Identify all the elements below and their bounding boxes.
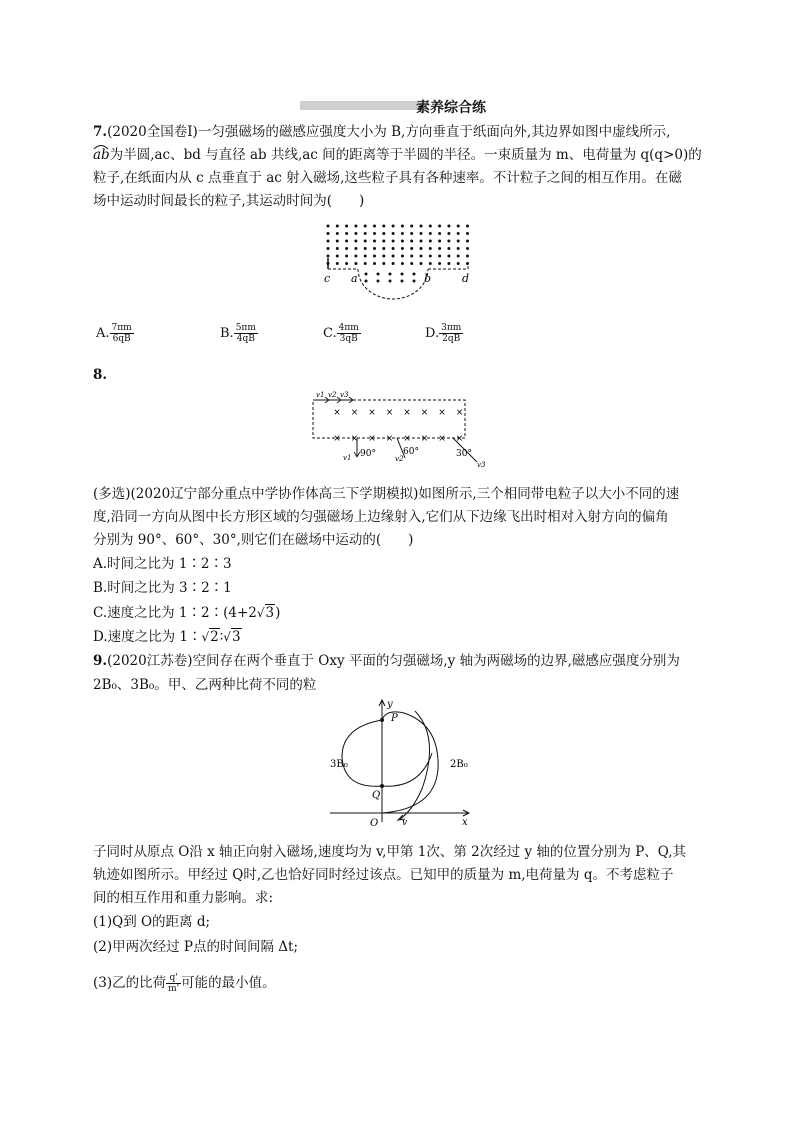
- field-dot: [466, 247, 469, 250]
- field-dot: [364, 255, 367, 258]
- section-title: 素养综合练: [416, 100, 486, 116]
- field-dot: [364, 232, 367, 235]
- q8-field-crosses: [333, 408, 463, 444]
- field-cross: ×: [420, 408, 429, 418]
- field-dot: [413, 280, 416, 283]
- field-dot: [345, 232, 348, 235]
- field-dot: [365, 273, 368, 276]
- field-dot: [413, 273, 416, 276]
- q9-line4: 轨迹如图所示。甲经过 Q时,乙也恰好同时经过该点。已知甲的质量为 m,电荷量为 q。不考虑粒子: [93, 867, 674, 883]
- field-dot: [438, 262, 441, 265]
- field-dot: [466, 255, 469, 258]
- q7-option-c-fraction: $\frac{4\pi m}{3qB}$: [338, 323, 359, 344]
- field-dot: [401, 262, 404, 265]
- field-dot: [457, 225, 460, 228]
- field-dot: [373, 262, 376, 265]
- field-dot: [354, 232, 357, 235]
- field-cross: ×: [368, 434, 376, 444]
- field-dot: [466, 232, 469, 235]
- field-dot: [354, 247, 357, 250]
- q8-v2-label: v2: [395, 455, 404, 463]
- q7-field-dots: [327, 225, 470, 283]
- field-dot: [438, 225, 441, 228]
- field-dot: [392, 240, 395, 243]
- field-dot: [401, 280, 404, 283]
- q7-arc-ab: ab: [93, 145, 110, 166]
- field-dot: [466, 225, 469, 228]
- field-cross: ×: [420, 434, 429, 444]
- q9-trajectory-second: [400, 711, 430, 819]
- field-dot: [336, 225, 339, 228]
- field-dot: [457, 232, 460, 235]
- field-dot: [327, 247, 330, 250]
- field-dot: [447, 240, 450, 243]
- field-dot: [377, 280, 380, 283]
- field-dot: [373, 255, 376, 258]
- field-dot: [410, 262, 413, 265]
- field-dot: [420, 232, 423, 235]
- q7-option-a-fraction: $\frac{7\pi m}{6qB}$: [111, 323, 132, 344]
- field-dot: [447, 247, 450, 250]
- field-dot: [336, 255, 339, 258]
- q9-number: 9.: [93, 653, 108, 669]
- field-dot: [392, 232, 395, 235]
- field-dot: [365, 280, 368, 283]
- field-dot: [438, 247, 441, 250]
- field-dot: [429, 225, 432, 228]
- field-dot: [392, 255, 395, 258]
- field-dot: [401, 232, 404, 235]
- field-dot: [410, 240, 413, 243]
- field-dot: [345, 255, 348, 258]
- q9-trajectory-left: [342, 720, 382, 786]
- q8-line3: 分别为 90°、60°、30°,则它们在磁场中运动的( ): [93, 532, 414, 548]
- q7-label-b: b: [424, 272, 432, 285]
- q7-option-b-fraction: $\frac{5\pi m}{4qB}$: [235, 323, 256, 344]
- q9-ratio-fraction: $\frac{q'}{m'}$: [168, 973, 180, 994]
- field-dot: [429, 240, 432, 243]
- q9-left-field: 3B₀: [330, 759, 348, 770]
- field-dot: [457, 255, 460, 258]
- q9-v-label: v: [402, 818, 408, 828]
- field-dot: [429, 232, 432, 235]
- field-dot: [438, 240, 441, 243]
- q8-number: 8.: [93, 367, 108, 383]
- field-dot: [447, 225, 450, 228]
- field-dot: [410, 232, 413, 235]
- field-cross: ×: [350, 434, 359, 444]
- q9-origin-label: O: [370, 818, 379, 829]
- field-dot: [354, 255, 357, 258]
- field-dot: [364, 240, 367, 243]
- q7-line1-text: 一匀强磁场的磁感应强度大小为 B,方向垂直于纸面向外,其边界如图中虚线所示,: [197, 124, 671, 140]
- field-dot: [373, 225, 376, 228]
- q7-option-a[interactable]: A. $\frac{7\pi m}{6qB}$: [96, 323, 132, 344]
- field-dot: [354, 240, 357, 243]
- q8-option-c[interactable]: C.速度之比为 1∶2∶(4+2√3): [93, 605, 281, 621]
- q7-figure: [316, 222, 476, 304]
- q8-field-rect: [313, 400, 465, 438]
- field-dot: [382, 225, 385, 228]
- field-dot: [336, 247, 339, 250]
- field-dot: [420, 240, 423, 243]
- field-dot: [401, 240, 404, 243]
- field-dot: [392, 262, 395, 265]
- q7-line3: 粒子,在纸面内从 c 点垂直于 ac 射入磁场,这些粒子具有各种速率。不计粒子之间的相互作用。在磁: [93, 170, 682, 186]
- field-dot: [438, 255, 441, 258]
- field-dot: [401, 255, 404, 258]
- field-dot: [364, 225, 367, 228]
- field-dot: [401, 225, 404, 228]
- q8-line2: 度,沿同一方向从图中长方形区域的匀强磁场上边缘射入,它们从下边缘飞出时相对入射方向的偏角: [93, 509, 669, 525]
- q8-figure: [305, 388, 495, 470]
- q9-line2: 2B₀、3B₀。甲、乙两种比荷不同的粒: [93, 677, 317, 693]
- arc-mark-icon: [93, 144, 109, 150]
- field-dot: [457, 262, 460, 265]
- q8-v1-top: v1: [316, 391, 325, 399]
- q9-p-label: P: [391, 713, 398, 724]
- field-cross: ×: [438, 408, 446, 418]
- field-dot: [410, 247, 413, 250]
- field-dot: [373, 247, 376, 250]
- field-dot: [420, 225, 423, 228]
- field-dot: [447, 262, 450, 265]
- q8-v1-label: v1: [343, 454, 352, 462]
- field-dot: [373, 232, 376, 235]
- field-dot: [382, 232, 385, 235]
- q9-q-label: Q: [372, 790, 381, 801]
- q7-label-a: a: [351, 272, 358, 285]
- field-dot: [401, 247, 404, 250]
- field-dot: [457, 247, 460, 250]
- field-dot: [382, 247, 385, 250]
- q7-boundary-line: [328, 262, 468, 269]
- field-cross: ×: [455, 434, 464, 444]
- field-cross: ×: [350, 408, 359, 418]
- q9-line1: 9.(2020江苏卷)空间存在两个垂直于 Oxy 平面的匀强磁场,y 轴为两磁场的边界,磁感应强度分别为: [93, 653, 680, 669]
- field-cross: ×: [333, 434, 341, 444]
- field-dot: [420, 255, 423, 258]
- q9-y-label: y: [387, 699, 393, 710]
- field-dot: [336, 262, 339, 265]
- field-dot: [345, 225, 348, 228]
- field-dot: [377, 273, 380, 276]
- field-cross: ×: [385, 408, 394, 418]
- field-dot: [447, 232, 450, 235]
- field-dot: [345, 240, 348, 243]
- q8-v3-label: v3: [477, 461, 486, 469]
- field-dot: [429, 255, 432, 258]
- field-dot: [429, 262, 432, 265]
- q7-option-d[interactable]: D. $\frac{3\pi m}{2qB}$: [425, 323, 462, 344]
- field-dot: [429, 247, 432, 250]
- q9-sub3: (3)乙的比荷 $\frac{q'}{m'}$ 可能的最小值。: [93, 973, 276, 994]
- field-dot: [336, 240, 339, 243]
- field-cross: ×: [438, 434, 446, 444]
- field-dot: [420, 262, 423, 265]
- q8-option-a[interactable]: A.时间之比为 1∶2∶3: [93, 556, 232, 572]
- field-dot: [345, 262, 348, 265]
- q7-line1: [93, 122, 713, 143]
- q9-line5: 间的相互作用和重力影响。求:: [93, 890, 274, 906]
- field-dot: [420, 247, 423, 250]
- q7-line2-text: 为半圆,ac、bd 与直径 ab 共线,ac 间的距离等于半圆的半径。一束质量为 m、电荷量为 q(q>0)的: [109, 147, 702, 163]
- q8-angle-60: 60°: [403, 447, 419, 457]
- field-dot: [364, 247, 367, 250]
- q9-trajectory-right: [382, 712, 438, 813]
- field-cross: ×: [403, 434, 411, 444]
- field-dot: [401, 273, 404, 276]
- field-dot: [392, 247, 395, 250]
- q8-v2-top: v2: [328, 391, 337, 399]
- q9-sub1: (1)Q到 O的距离 d;: [93, 914, 211, 930]
- field-dot: [447, 255, 450, 258]
- field-dot: [382, 240, 385, 243]
- q9-figure: [320, 697, 480, 832]
- field-dot: [364, 262, 367, 265]
- q9-line3: 子同时从原点 O沿 x 轴正向射入磁场,速度均为 v,甲第 1次、第 2次经过 y 轴的位置分别为 P、Q,其: [93, 844, 686, 860]
- field-cross: ×: [455, 408, 464, 418]
- q7-option-b[interactable]: B. $\frac{5\pi m}{4qB}$: [220, 323, 256, 344]
- field-dot: [354, 262, 357, 265]
- q7-line2: [93, 145, 713, 166]
- q7-number: 7.: [93, 124, 108, 140]
- field-cross: ×: [333, 408, 341, 418]
- q7-source: (2020全国卷Ⅰ): [107, 124, 198, 140]
- q8-option-b[interactable]: B.时间之比为 3∶2∶1: [93, 580, 232, 596]
- field-dot: [373, 240, 376, 243]
- q9-right-field: 2B₀: [450, 759, 468, 770]
- q7-label-d: d: [462, 272, 470, 285]
- q9-x-label: x: [462, 817, 468, 828]
- q7-line4: 场中运动时间最长的粒子,其运动时间为( ): [93, 193, 365, 209]
- field-cross: ×: [385, 434, 394, 444]
- field-dot: [327, 232, 330, 235]
- field-dot: [382, 255, 385, 258]
- field-dot: [327, 255, 330, 258]
- q8-line1: (多选)(2020辽宁部分重点中学协作体高三下学期模拟)如图所示,三个相同带电粒子以大小不同的速: [93, 486, 680, 502]
- q9-sub2: (2)甲两次经过 P点的时间间隔 Δt;: [93, 939, 299, 955]
- field-dot: [410, 225, 413, 228]
- q8-v3-top: v3: [340, 391, 349, 399]
- q8-angle-90: 90°: [360, 449, 376, 459]
- field-dot: [354, 225, 357, 228]
- field-dot: [382, 262, 385, 265]
- section-bar: [300, 101, 418, 110]
- field-dot: [410, 255, 413, 258]
- field-dot: [457, 240, 460, 243]
- q8-option-d[interactable]: D.速度之比为 1∶√2∶√3: [93, 629, 241, 645]
- field-dot: [438, 232, 441, 235]
- q7-option-d-fraction: $\frac{3\pi m}{2qB}$: [441, 323, 462, 344]
- field-dot: [392, 225, 395, 228]
- q8-angle-30: 30°: [456, 449, 472, 459]
- field-dot: [327, 240, 330, 243]
- q7-label-c: c: [324, 272, 331, 285]
- field-dot: [389, 280, 392, 283]
- field-dot: [345, 247, 348, 250]
- q7-option-c[interactable]: C. $\frac{4\pi m}{3qB}$: [323, 323, 359, 344]
- field-cross: ×: [403, 408, 411, 418]
- field-dot: [327, 225, 330, 228]
- q7-semicircle: [358, 269, 428, 299]
- field-dot: [466, 240, 469, 243]
- field-cross: ×: [368, 408, 376, 418]
- field-dot: [389, 273, 392, 276]
- field-dot: [336, 232, 339, 235]
